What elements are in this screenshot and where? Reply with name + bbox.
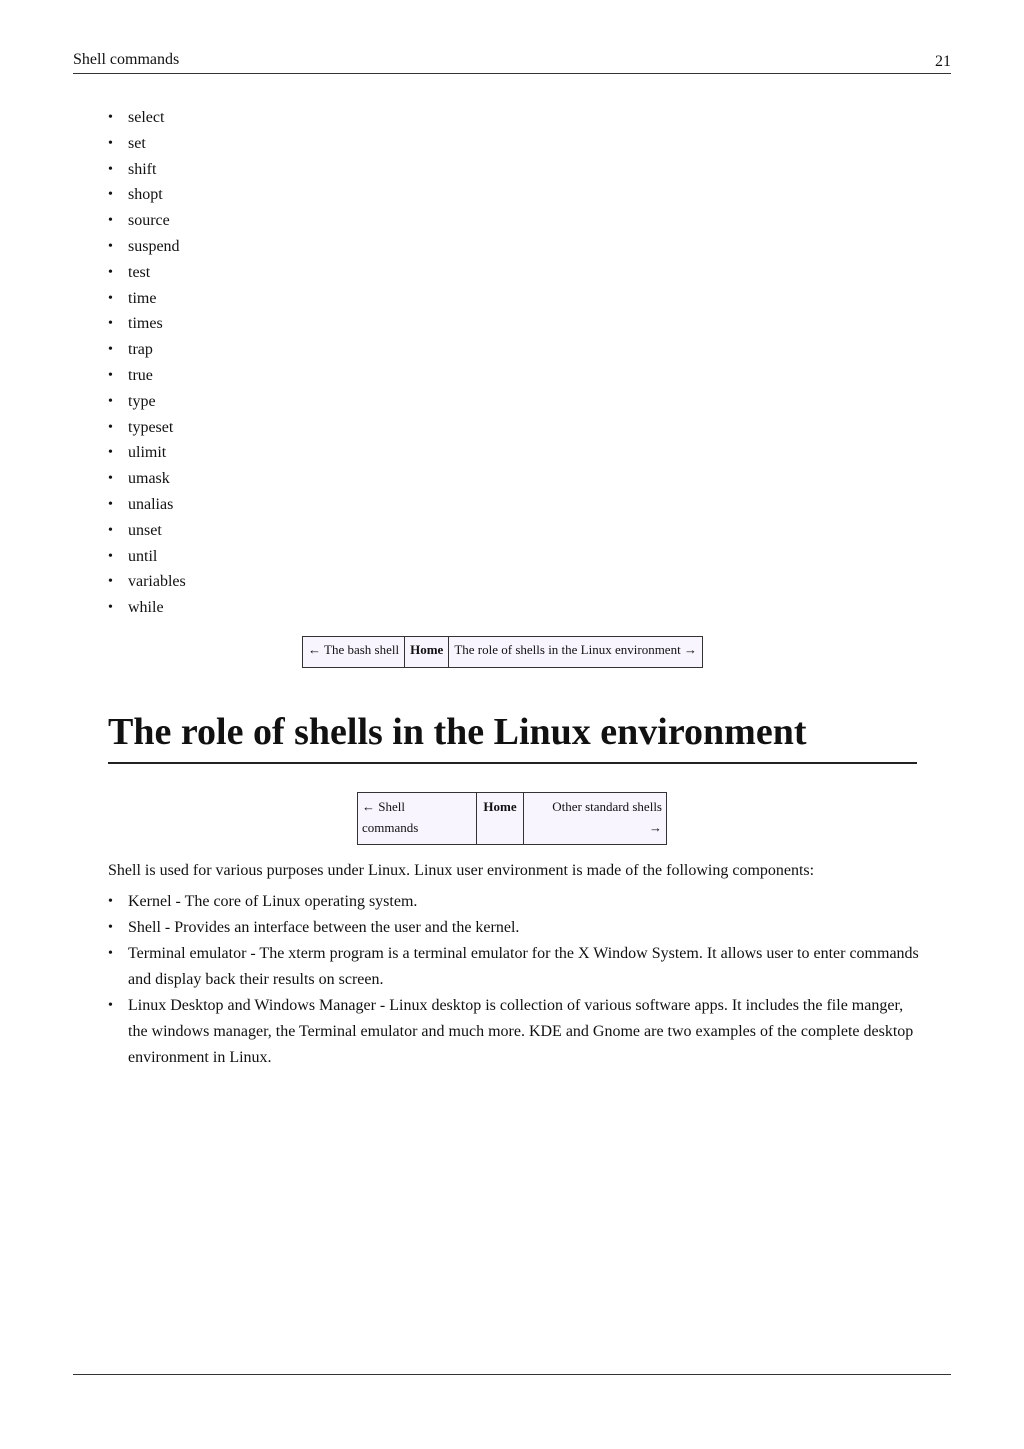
nav-home-link[interactable]: Home [477,793,524,845]
command-link[interactable]: true [128,366,153,384]
list-item[interactable] [108,157,186,183]
bullet-icon: • [108,367,113,383]
command-link[interactable]: variables [128,573,186,591]
nav-home-link[interactable]: Home [405,637,449,668]
list-item[interactable] [108,260,186,286]
bullet-icon: • [108,998,113,1013]
command-link[interactable]: trap [128,341,153,359]
list-item[interactable] [108,492,186,518]
component-list [108,889,920,1071]
list-item[interactable] [108,518,186,544]
list-item[interactable] [108,337,186,363]
list-item[interactable] [108,363,186,389]
list-item [108,993,920,1071]
list-item[interactable] [108,311,186,337]
nav-prev-line1: ← Shell [362,799,405,814]
list-item[interactable] [108,286,186,312]
list-item[interactable] [108,415,186,441]
command-link[interactable]: until [128,547,158,565]
command-link[interactable]: shopt [128,186,163,204]
list-item [108,915,920,941]
bullet-icon: • [108,946,113,961]
bullet-icon: • [108,264,113,280]
component-text: Linux Desktop and Windows Manager - Linux desktop is collection of various software apps. It includes the file manger, the windows manager, the Terminal emulator and much more. KDE and Gnome are two examples of the complete desktop environment in Linux. [128,997,914,1066]
bullet-icon: • [108,548,113,564]
bullet-icon: • [108,419,113,435]
command-link[interactable]: unset [128,521,162,539]
bullet-icon: • [108,393,113,409]
list-item[interactable] [108,544,186,570]
bullet-icon: • [108,213,113,229]
component-text: Terminal emulator - The xterm program is a terminal emulator for the X Window System. It allows user to enter commands and display back their results on screen. [128,945,919,988]
bullet-icon: • [108,445,113,461]
nav-prev-link[interactable]: ← The bash shell [303,637,405,668]
command-link[interactable]: source [128,212,170,230]
command-link[interactable]: select [128,109,165,126]
list-item[interactable] [108,389,186,415]
bullet-icon: • [108,135,113,151]
command-link[interactable]: unalias [128,495,174,513]
nav-next-link[interactable]: The role of shells in the Linux environment → [449,637,703,668]
section-title: The role of shells in the Linux environment [108,707,917,764]
bullet-icon: • [108,496,113,512]
intro-paragraph: Shell is used for various purposes under Linux. Linux user environment is made of the following components: [108,862,815,879]
bullet-icon: • [108,894,113,909]
bullet-icon: • [108,290,113,306]
list-item[interactable] [108,466,186,492]
list-item[interactable] [108,131,186,157]
bullet-icon: • [108,600,113,616]
command-link[interactable]: test [128,263,151,281]
command-link[interactable]: suspend [128,237,180,255]
bullet-icon: • [108,187,113,203]
command-link[interactable]: typeset [128,418,174,436]
footer-rule [73,1374,951,1375]
command-link[interactable]: type [128,392,156,410]
running-header [73,50,951,74]
bullet-icon: • [108,471,113,487]
command-link[interactable]: set [128,134,146,152]
command-link[interactable]: time [128,289,157,307]
bullet-icon: • [108,238,113,254]
bullet-icon: • [108,110,113,125]
command-link[interactable]: while [128,599,164,617]
bullet-icon: • [108,574,113,590]
nav-next-link[interactable] [524,793,667,845]
nav-prev-link[interactable] [358,793,477,845]
command-link[interactable]: ulimit [128,444,167,462]
list-item[interactable] [108,440,186,466]
section-navigation-box [357,792,667,845]
command-link[interactable]: times [128,315,163,333]
list-item[interactable] [108,182,186,208]
command-list [108,105,186,621]
nav-next-line2: → [649,820,662,835]
list-item[interactable] [108,234,186,260]
bullet-icon: • [108,342,113,358]
page-number: 21 [935,53,951,70]
list-item [108,941,920,993]
bullet-icon: • [108,522,113,538]
nav-prev-line2: commands [362,820,419,835]
list-item [108,889,920,915]
nav-next-line1: Other standard shells [552,799,662,814]
list-item[interactable] [108,595,186,621]
command-link[interactable]: umask [128,470,170,488]
list-item[interactable] [108,569,186,595]
component-text: Kernel - The core of Linux operating system. [128,893,418,910]
list-item[interactable] [108,208,186,234]
component-text: Shell - Provides an interface between the user and the kernel. [128,919,520,936]
list-item[interactable] [108,105,186,131]
running-header-title: Shell commands [73,51,180,68]
bullet-icon: • [108,920,113,935]
bullet-icon: • [108,316,113,332]
command-link[interactable]: shift [128,160,157,178]
bullet-icon: • [108,161,113,177]
top-navigation-box [302,636,703,668]
